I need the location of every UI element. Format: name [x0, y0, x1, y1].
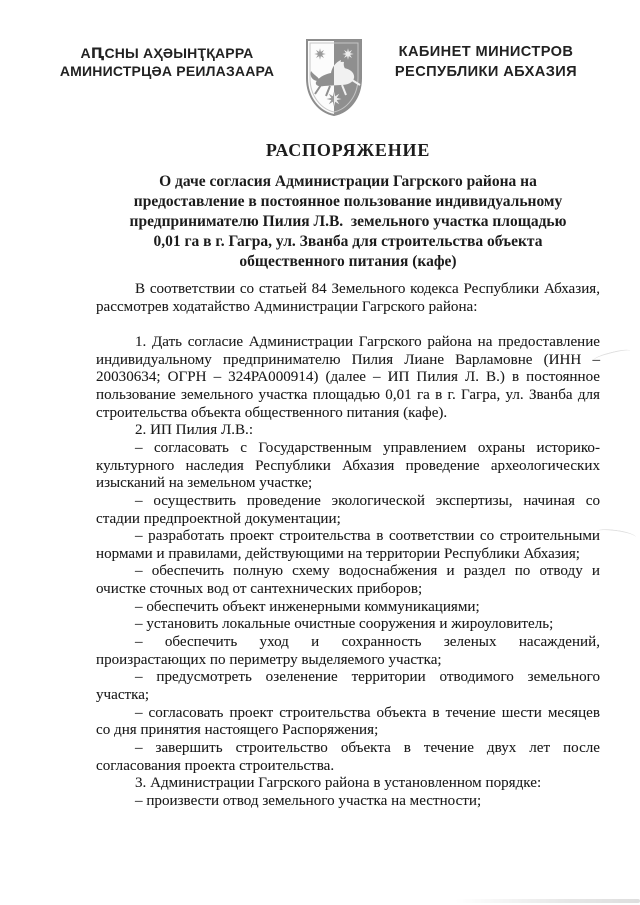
dash-item-greenery-care: – обеспечить уход и сохранность зеленых насаждений, произрастающих по периметру выделяемого участка;: [96, 634, 600, 668]
dash-item-archeology: – согласовать с Государственным управлением охраны историко-культурного наследия Республики Абхазия проведение археологических изысканий на земельном участке;: [96, 439, 600, 492]
subject-line: предпринимателю Пилия Л.В. земельного участка площадью: [129, 213, 567, 230]
org-right-line2: РЕСПУБЛИКИ АБХАЗИЯ: [394, 63, 578, 80]
intro-paragraph: В соответствии со статьей 84 Земельного кодекса Республики Абхазия, рассмотрев ходатайство Администрации Гагрского района:: [96, 281, 600, 315]
org-right-line1: КАБИНЕТ МИНИСТРОВ: [398, 44, 574, 60]
abkhazia-coat-of-arms-icon: [304, 36, 364, 118]
org-name-abkhaz: [38, 45, 296, 80]
document-title: РАСПОРЯЖЕНИЕ: [265, 140, 431, 160]
item-2-heading: 2. ИП Пилия Л.В.:: [135, 422, 254, 439]
dash-item-finish-construction: – завершить строительство объекта в течение двух лет после согласования проекта строительства.: [96, 740, 600, 774]
dash-item-landscaping: – предусмотреть озеленение территории отводимого земельного участка;: [96, 669, 600, 704]
document-body: [96, 281, 600, 811]
subject-line: общественного питания (кафе): [239, 253, 457, 270]
org-name-russian: [362, 43, 610, 82]
item-1-paragraph: 1. Дать согласие Администрации Гагрского района на предоставление индивидуальному предпринимателю Пилия Лиане Варламовне (ИНН – 20030634; ОГРН – 324РА000914) (далее – ИП Пилия Л. В.) в постоянное пользование земельного участка площадью 0,01 га в г. Гагра, ул. Званба для строительства объекта общественного питания (кафе).: [96, 333, 600, 421]
subject-line: О даче согласия Администрации Гагрского района на: [159, 173, 537, 190]
scan-shadow: [455, 899, 640, 903]
dash-item-water: – обеспечить полную схему водоснабжения и раздел по отводу и очистке сточных вод от сантехнических приборов;: [96, 563, 600, 598]
dash-item-approve-project: – согласовать проект строительства объекта в течение шести месяцев со дня принятия настоящего Распоряжения;: [96, 704, 600, 739]
dash-item-treatment: – установить локальные очистные сооружения и жироуловитель;: [135, 616, 554, 633]
scan-artifact: [596, 527, 637, 541]
subject-line: предоставление в постоянное пользование индивидуальному: [133, 193, 563, 210]
dash-item-communications: – обеспечить объект инженерными коммуникациями;: [135, 598, 480, 615]
item-3-heading: 3. Администрации Гагрского района в установленном порядке:: [135, 775, 542, 792]
org-left-line1: АԤСНЫ АҲӘЫНҬҚАРРА: [80, 45, 254, 61]
document-subject: [86, 172, 610, 272]
dash-item-ecology: – осуществить проведение экологической экспертизы, начиная со стадии предпроектной документации;: [96, 492, 600, 527]
dash-item-project: – разработать проект строительства в соответствии со строительными нормами и правилами, действующими на территории Республики Абхазия;: [96, 528, 600, 562]
subject-line: 0,01 га в г. Гагра, ул. Званба для строительства объекта: [153, 233, 543, 250]
org-left-line2: АМИНИСТРЦӘА РЕИЛАЗААРА: [59, 62, 275, 79]
dash-item-land-allotment: – произвести отвод земельного участка на местности;: [135, 793, 482, 810]
